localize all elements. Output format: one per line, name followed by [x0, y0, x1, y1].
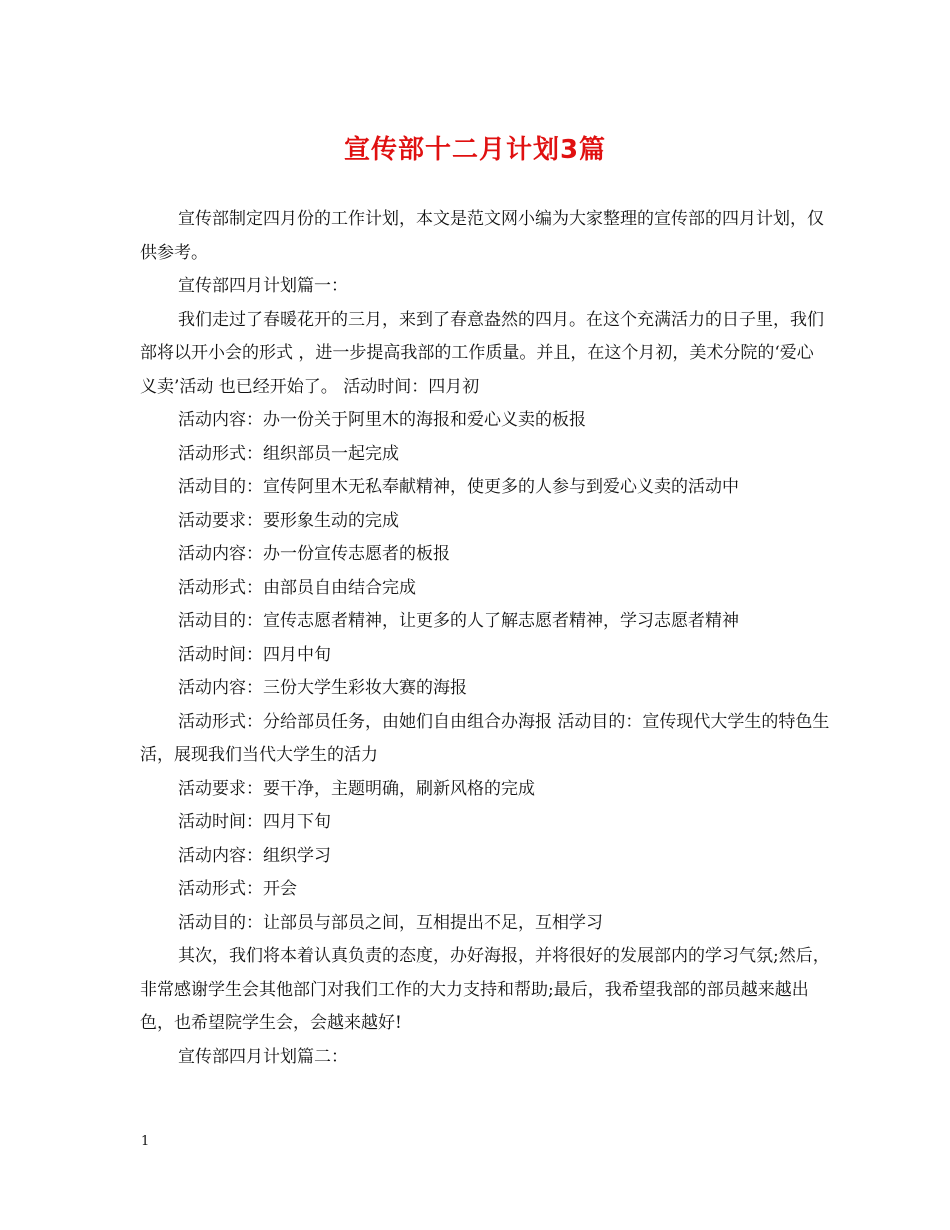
activity-line: 活动内容：三份大学生彩妆大赛的海报 [178, 678, 467, 698]
paragraph-closing: 其次，我们将本着认真负责的态度，办好海报，并将很好的发展部内的学习气氛;然后，非常感谢学生会其他部门对我们工作的大力支持和帮助;最后，我希望我部的部员越来越出色，也希望院学生会，会越来越好! [140, 946, 830, 1033]
document-body [140, 203, 830, 1074]
paragraph-opening: 我们走过了春暖花开的三月，来到了春意盎然的四月。在这个充满活力的日子里，我们部将以开小会的形式 ，进一步提高我部的工作质量。并且，在这个月初，美术分院的‘爱心义卖’活动 也已经开始了。 活动时间：四月初 [140, 309, 824, 397]
paragraph-intro: 宣传部制定四月份的工作计划，本文是范文网小编为大家整理的宣传部的四月计划，仅供参考。 [140, 209, 824, 263]
activity-line: 活动内容：办一份宣传志愿者的板报 [178, 544, 450, 564]
activity-line: 活动目的：让部员与部员之间，互相提出不足，互相学习 [178, 912, 603, 933]
activity-line: 活动形式：分给部员任务，由她们自由组合办海报 活动目的：宣传现代大学生的特色生活，展现我们当代大学生的活力 [140, 711, 830, 765]
section-heading-plan-1: 宣传部四月计划篇一： [178, 276, 348, 296]
activity-line: 活动目的：宣传志愿者精神，让更多的人了解志愿者精神，学习志愿者精神 [178, 611, 739, 631]
document-title: 宣传部十二月计划3篇 [343, 135, 607, 165]
activity-line: 活动形式：开会 [178, 879, 297, 899]
activity-line: 活动形式：由部员自由结合完成 [178, 577, 416, 598]
activity-line: 活动目的：宣传阿里木无私奉献精神，使更多的人参与到爱心义卖的活动中 [178, 477, 739, 497]
activity-line: 活动内容：办一份关于阿里木的海报和爱心义卖的板报 [178, 410, 586, 430]
page-number: 1 [141, 1134, 150, 1149]
activity-line: 活动时间：四月中旬 [178, 644, 331, 665]
activity-line: 活动要求：要形象生动的完成 [178, 510, 399, 531]
section-heading-plan-2: 宣传部四月计划篇二： [178, 1046, 348, 1067]
activity-line: 活动要求：要干净，主题明确，刷新风格的完成 [178, 778, 535, 799]
activity-line: 活动内容：组织学习 [178, 845, 331, 866]
activity-line: 活动时间：四月下旬 [178, 812, 331, 832]
activity-line: 活动形式：组织部员一起完成 [178, 443, 399, 464]
